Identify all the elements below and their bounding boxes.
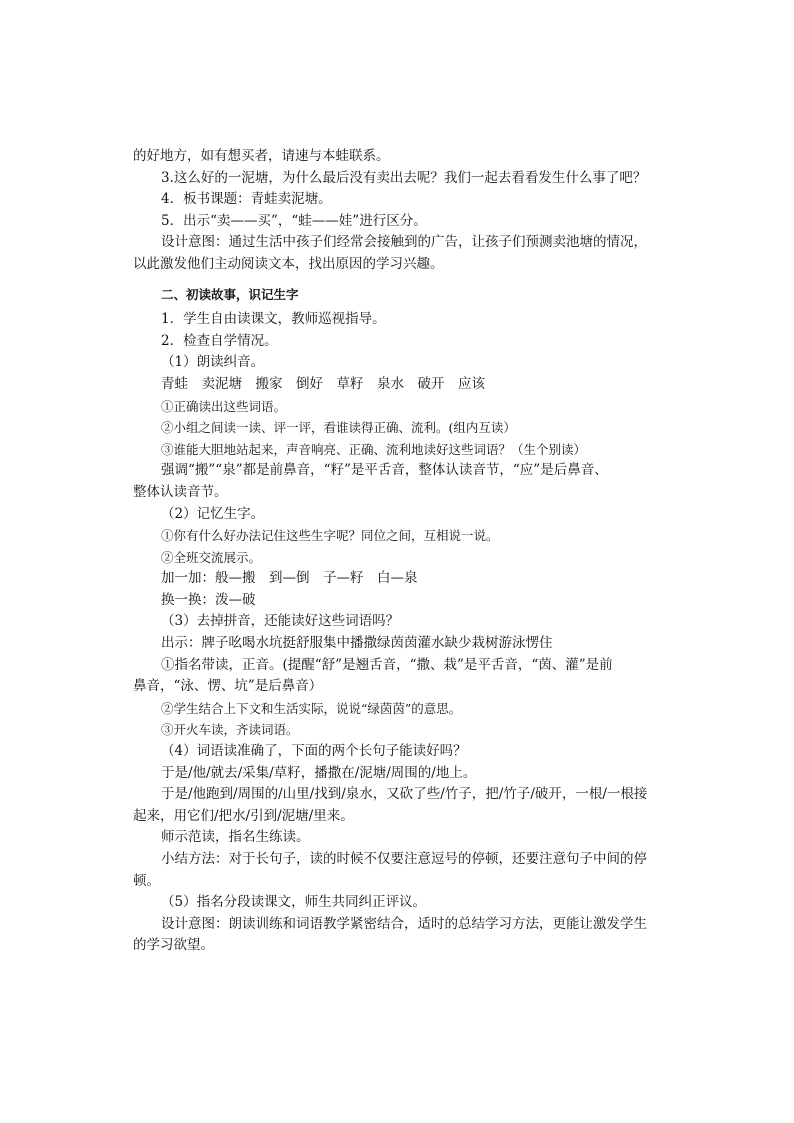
- design-intent-line: 设计意图：通过生活中孩子们经常会接触到的广告，让孩子们预测卖池塘的情况，: [161, 234, 647, 251]
- text-line: （1）朗读纠音。: [161, 354, 265, 371]
- text-line: ①正确读出这些词语。: [161, 398, 287, 414]
- text-line: 5．出示“卖——买”，“蛙——娃”进行区分。: [161, 212, 427, 229]
- text-line: 师示范读，指名生练读。: [161, 829, 310, 846]
- text-line: （4）词语读准确了，下面的两个长句子能读好吗？: [161, 743, 467, 760]
- word-list-line: 青蛙 卖泥塘 搬家 倒好 草籽 泉水 破开 应该: [161, 375, 485, 392]
- long-sentence-line: 起来，用它们/把水/引到/泥塘/里来。: [133, 807, 354, 824]
- text-line: 的好地方，如有想买者，请速与本蛙联系。: [133, 148, 390, 164]
- text-line: 顿。: [133, 872, 160, 889]
- text-line: ①你有什么好办法记住这些生字呢？同位之间，互相说一说。: [161, 528, 499, 544]
- text-line: 鼻音，“泳、愣、坑”是后鼻音）: [133, 678, 323, 695]
- design-intent-line: 的学习欲望。: [133, 937, 214, 954]
- long-sentence-line: 于是/他/就去/采集/草籽，播撒在/泥塘/周围的/地上。: [161, 764, 477, 781]
- word-list-line: 出示：牌子吆喝水坑挺舒服集中播撒绿茵茵灌水缺少栽树游泳愣住: [161, 635, 553, 652]
- text-line: 整体认读音节。: [133, 483, 228, 500]
- text-line: 3.这么好的一泥塘，为什么最后没有卖出去呢？我们一起去看看发生什么事了吧？: [161, 169, 647, 186]
- text-line: ①指名带读，正音。(提醒“舒”是翘舌音，“撒、栽”是平舌音，“茵、灌”是前: [161, 656, 613, 673]
- long-sentence-line: 于是/他跑到/周围的/山里/找到/泉水，又砍了些/竹子，把/竹子/破开，一根/一根接: [161, 786, 648, 803]
- section-heading: 二、初读故事，识记生字: [161, 286, 299, 302]
- text-line: 小结方法：对于长句子，读的时候不仅要注意逗号的停顿，还要注意句子中间的停: [161, 851, 647, 867]
- text-line: 2．检查自学情况。: [161, 332, 278, 349]
- text-line: ③谁能大胆地站起来，声音响亮、正确、流利地读好这些词语？（生个别读）: [161, 441, 587, 457]
- document-page: [133, 146, 668, 957]
- text-line: （3）去掉拼音，还能读好这些词语吗？: [161, 613, 400, 630]
- design-intent-line: 以此激发他们主动阅读文本，找出原因的学习兴趣。: [133, 255, 444, 272]
- text-line: 加一加：般—搬 到—倒 子—籽 白—泉: [161, 570, 418, 587]
- text-line: （2）记忆生字。: [161, 505, 265, 522]
- text-line: （5）指名分段读课文，师生共同纠正评议。: [161, 894, 427, 911]
- design-intent-line: 设计意图：朗读训练和词语教学紧密结合，适时的总结学习方法，更能让激发学生: [161, 915, 647, 932]
- text-line: 1．学生自由读课文，教师巡视指导。: [161, 311, 386, 328]
- text-line: ②小组之间读一读、评一评，看谁读得正确、流利。(组内互读）: [161, 420, 516, 436]
- text-line: ②学生结合上下文和生活实际，说说“绿茵茵”的意思。: [161, 700, 462, 716]
- text-line: ③开火车读，齐读词语。: [161, 722, 299, 738]
- text-line: 强调“搬”“泉”都是前鼻音，“籽”是平舌音，整体认读音节，“应”是后鼻音、: [161, 462, 608, 479]
- text-line: 换一换：泼—破: [161, 591, 256, 608]
- text-line: ②全班交流展示。: [161, 549, 262, 565]
- text-line: 4．板书课题：青蛙卖泥塘。: [161, 191, 332, 208]
